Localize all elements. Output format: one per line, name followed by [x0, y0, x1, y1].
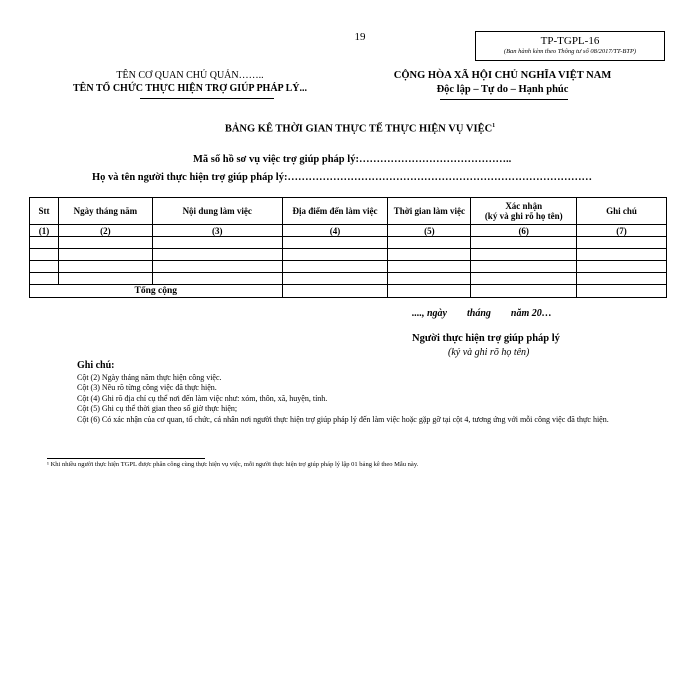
- table-cell[interactable]: [30, 249, 59, 261]
- column-number: (5): [388, 225, 471, 237]
- table-cell[interactable]: [388, 237, 471, 249]
- column-number: (2): [58, 225, 152, 237]
- column-number: (1): [30, 225, 59, 237]
- table-cell[interactable]: [282, 261, 388, 273]
- table-cell[interactable]: [58, 237, 152, 249]
- table-cell[interactable]: [388, 261, 471, 273]
- form-code-box: [475, 31, 665, 61]
- header-confirmation-sub: (ký và ghi rõ họ tên): [484, 211, 563, 221]
- note-item: Cột (3) Nêu rõ từng công việc đã thực hiện.: [77, 383, 217, 392]
- table-cell[interactable]: [577, 273, 667, 285]
- total-cell[interactable]: [471, 285, 577, 298]
- column-number: (7): [577, 225, 667, 237]
- legal-aid-org-name: TÊN TỔ CHỨC THỰC HIỆN TRỢ GIÚP PHÁP LÝ...: [72, 83, 307, 94]
- notes-section: [77, 361, 669, 425]
- footnote: ¹ Khi nhiều người thực hiện TGPL được phân công cùng thực hiện vụ việc, mỗi người thực hiện trợ giúp pháp lý lập 01 bảng kê theo Mẫu này.: [47, 461, 419, 468]
- time-log-table: [29, 197, 667, 298]
- table-cell[interactable]: [30, 273, 59, 285]
- total-label: Tổng cộng: [30, 285, 283, 298]
- column-number: (3): [152, 225, 282, 237]
- header-confirmation: [471, 198, 577, 225]
- notes-title: Ghi chú:: [77, 360, 115, 371]
- total-duration-cell[interactable]: [388, 285, 471, 298]
- table-cell[interactable]: [577, 249, 667, 261]
- table-cell[interactable]: [282, 237, 388, 249]
- form-code: TP-TGPL-16: [540, 35, 600, 47]
- table-cell[interactable]: [152, 237, 282, 249]
- document-title: [0, 123, 700, 135]
- table-cell[interactable]: [58, 273, 152, 285]
- table-cell[interactable]: [388, 249, 471, 261]
- table-cell[interactable]: [577, 261, 667, 273]
- country-name: CỘNG HÒA XÃ HỘI CHỦ NGHĨA VIỆT NAM: [393, 70, 612, 81]
- header-confirmation-label: Xác nhận: [505, 201, 543, 211]
- total-row: [30, 285, 667, 298]
- note-item: Cột (5) Ghi cụ thể thời gian theo số giờ thực hiện;: [77, 404, 238, 413]
- note-item: Cột (6) Có xác nhận của cơ quan, tổ chức, cá nhân nơi người thực hiện trợ giúp pháp lý đến làm việc hoặc gặp gỡ tại cột 4, tương ứng với mỗi công việc đã thực hiện.: [77, 414, 609, 424]
- header-notes: Ghi chú: [577, 198, 667, 225]
- table-cell[interactable]: [30, 237, 59, 249]
- signature-title: Người thực hiện trợ giúp pháp lý: [412, 333, 560, 344]
- table-cell[interactable]: [30, 261, 59, 273]
- performer-name-field: Họ và tên người thực hiện trợ giúp pháp lý:……………………………………………………………………………: [92, 172, 592, 183]
- header-stt: Stt: [30, 198, 59, 225]
- header-duration: Thời gian làm việc: [388, 198, 471, 225]
- column-number: (6): [471, 225, 577, 237]
- signature-note: (ký và ghi rõ họ tên): [448, 347, 530, 358]
- document-title-text: BẢNG KÊ THỜI GIAN THỰC TẾ THỰC HIỆN VỤ VIỆC: [224, 123, 493, 135]
- table-cell[interactable]: [152, 249, 282, 261]
- table-row: [30, 273, 667, 285]
- column-number-row: [30, 225, 667, 237]
- table-cell[interactable]: [471, 273, 577, 285]
- issuing-agency-header: [55, 69, 325, 95]
- case-number-field: Mã số hồ sơ vụ việc trợ giúp pháp lý:……………………………………..: [193, 154, 512, 165]
- table-cell[interactable]: [152, 273, 282, 285]
- table-row: [30, 237, 667, 249]
- national-motto: Độc lập – Tự do – Hạnh phúc: [436, 84, 569, 95]
- table-cell[interactable]: [388, 273, 471, 285]
- table-cell[interactable]: [471, 237, 577, 249]
- note-item: Cột (4) Ghi rõ địa chỉ cụ thể nơi đến làm việc như: xóm, thôn, xã, huyện, tỉnh.: [77, 393, 328, 403]
- form-code-note: (Ban hành kèm theo Thông tư số 08/2017/TT-BTP): [503, 48, 637, 55]
- table-row: [30, 261, 667, 273]
- header-date: Ngày tháng năm: [58, 198, 152, 225]
- table-cell[interactable]: [282, 249, 388, 261]
- national-header: [355, 69, 650, 97]
- header-work-content: Nội dung làm việc: [152, 198, 282, 225]
- column-number: (4): [282, 225, 388, 237]
- date-line: ...., ngày tháng năm 20…: [412, 308, 552, 319]
- page-number: 19: [354, 31, 366, 43]
- table-row: [30, 249, 667, 261]
- table-cell[interactable]: [58, 261, 152, 273]
- table-cell[interactable]: [152, 261, 282, 273]
- left-header-underline: [140, 98, 274, 99]
- table-cell[interactable]: [282, 273, 388, 285]
- table-cell[interactable]: [471, 261, 577, 273]
- motto-underline: [440, 99, 568, 100]
- note-item: Cột (2) Ngày tháng năm thực hiện công việc.: [77, 372, 222, 382]
- table-cell[interactable]: [577, 237, 667, 249]
- header-location: Địa điểm đến làm việc: [282, 198, 388, 225]
- table-cell[interactable]: [471, 249, 577, 261]
- table-header-row: [30, 198, 667, 225]
- footnote-separator: [47, 458, 205, 459]
- total-cell[interactable]: [282, 285, 388, 298]
- title-footnote-mark: 1: [492, 123, 496, 129]
- total-cell[interactable]: [577, 285, 667, 298]
- table-cell[interactable]: [58, 249, 152, 261]
- parent-agency-name: TÊN CƠ QUAN CHỦ QUẢN……..: [116, 70, 264, 81]
